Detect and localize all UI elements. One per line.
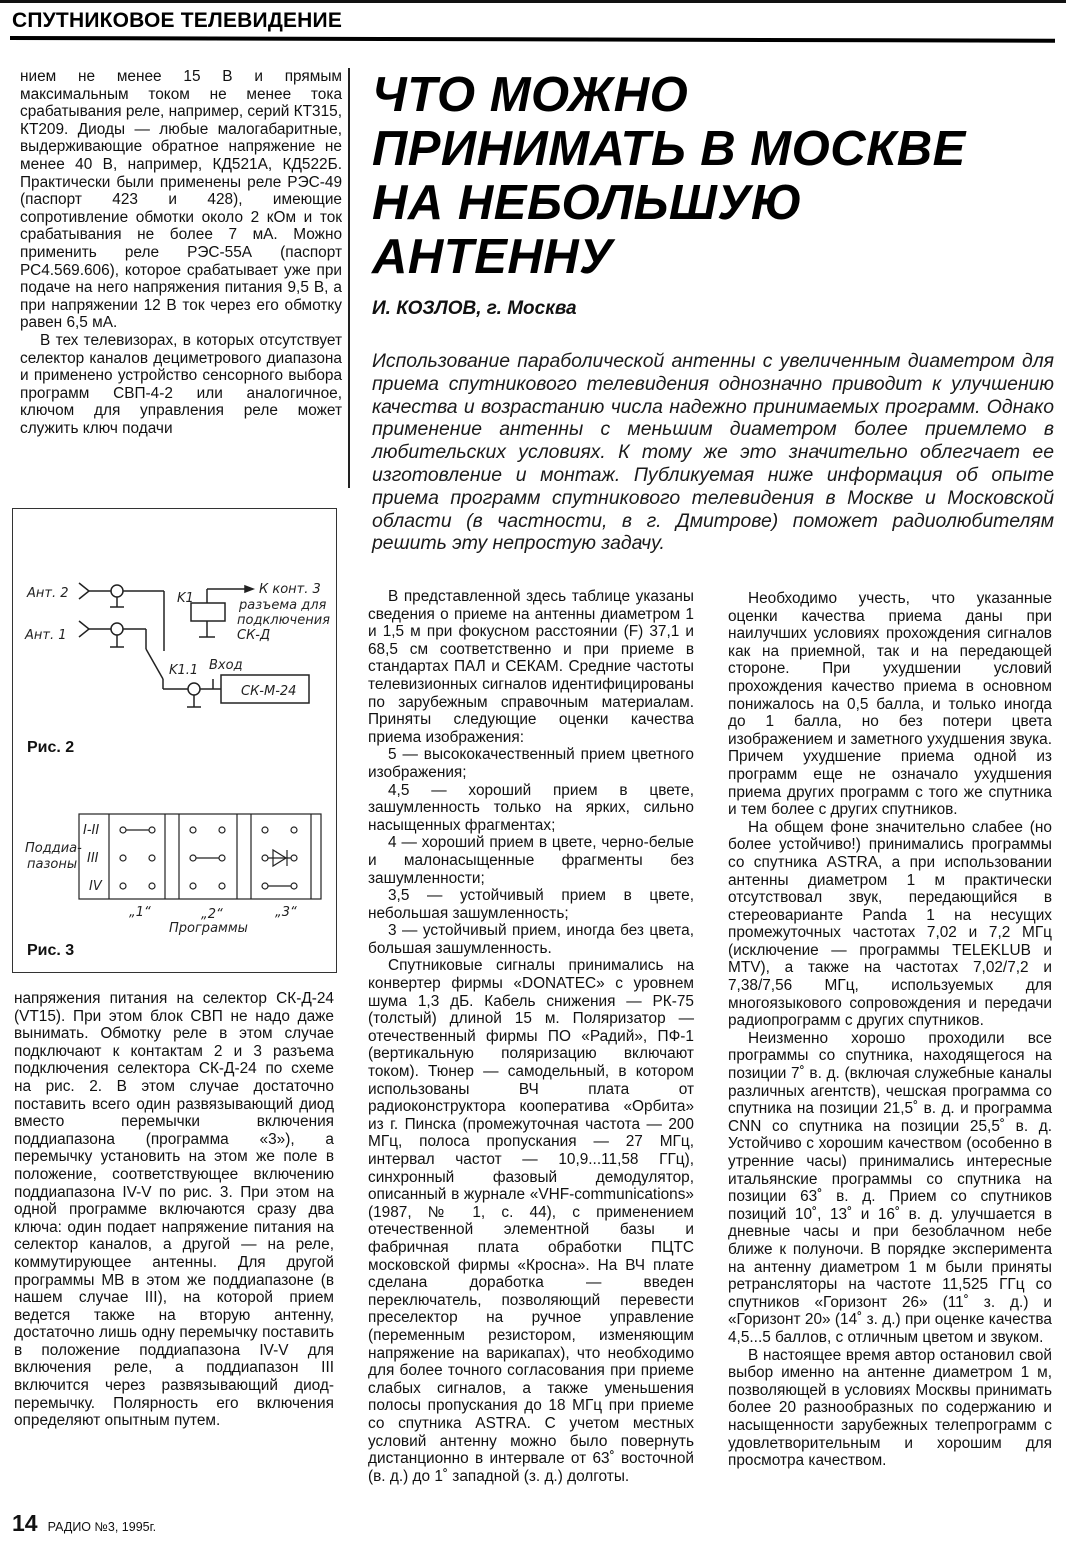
column-divider [348, 68, 350, 488]
left-column-bottom [14, 990, 334, 1430]
program-label: „2“ [201, 907, 223, 922]
ant2-label: Ант. 2 [27, 586, 69, 601]
header-rule [10, 36, 1055, 43]
block-label: СК-М-24 [241, 684, 297, 699]
input-label: Вход [209, 658, 243, 673]
paragraph: Неизменно хорошо проходили все программы со спутника, находящегося на позиции 7˚ в. д. (включая служебные каналы различных агентств), чешская программа со спутника на позиции 21,5˚ в. д. и программа CNN со спутника на позиции 25,5˚ в. д. Устойчиво с хорошим качеством (особенно в утренние часы) принимались интересные итальянские программы со спутника на позиции 63˚ в. д. Прием со спутников позиций 10˚, 13˚ и 16˚ в. д. улучшается в дневные часы и при безоблачном небе ближе к полуночи. В порядке эксперимента на антенну диаметром 1 м были приняты ретрансляторы на частоте 11,525 ГГц со спутников «Горизонт 26» (11˚ з. д.) и «Горизонт 20» (14˚ з. д.) при оценке качества 4,5...5 баллов, с отличным цветом и звуком. [728, 1029, 1052, 1346]
paragraph: В представленной здесь таблице указаны сведения о приеме на антенны диаметром 1 и 1,5 м при фокусном расстоянии (F) 37,1 и 68,5 см соответственно и при приеме в стандартах ПАЛ и СЕКАМ. Средние частоты телевизионных сигналов идентифицированы по зарубежным справочным материалам. Приняты следующие оценки качества приема изображения: [368, 588, 694, 746]
page-footer [12, 1510, 156, 1537]
paragraph: Спутниковые сигналы принимались на конвертер фирмы «DONATEC» с уровнем шума 1,3 дБ. Кабель снижения — РК-75 (толстый) длиной 15 м. Поляризатор — отечественный фирмы ПО «Радий», ПФ-1 (вертикальную поляризацию включают током). Тюнер — самодельный, в котором использованы ВЧ плата от радиоконструктора кооператива «Орбита» из г. Пинска (промежуточная частота — 200 МГц, полоса пропускания — 27 МГц, интервал частот — 10,9...11,58 ГГц), синхронный фазовый демодулятор, описанный в журнале «VHF-communications» (1987, № 1, с. 44), с применением отечественной элементной базы и фабричная плата обработки ПЦТС московской фирмы «Кросна». На ВЧ плате сделана доработка — введен переключатель, позволяющий перевести преселектор на ручное управление (переменным резистором, изменяющим напряжение на варикапах), что необходимо для более точного согласования при приеме слабых сигналов, а также уменьшения полосы пропускания до 18 МГц при приеме со спутника ASTRA. С учетом местных условий антенну можно было повернуть дистанционно в интервале от 63˚ восточной (в. д.) до 1˚ западной (з. д.) долготы. [368, 957, 694, 1485]
ant1-label: Ант. 1 [25, 628, 67, 643]
rating-item: 4,5 — хороший прием в цвете, зашумленность только на ярких, сильно насыщенных фрагментах; [368, 781, 694, 834]
note-line-2: разъема для [239, 598, 327, 613]
title-line: НА НЕБОЛЬШУЮ [372, 176, 803, 230]
program-label: „3“ [275, 905, 297, 920]
figures-box [12, 508, 337, 973]
top-rule [0, 0, 1066, 3]
row-caption-1: Поддиа- [25, 841, 82, 856]
paragraph: В тех телевизорах, в которых отсутствует селектор каналов дециметрового диапазона и применено устройство сенсорного выбора программ СВП-4-2 или аналогичное, ключом для управления реле может служить ключ подачи [20, 331, 342, 437]
rating-item: 4 — хороший прием в цвете, черно-белые и малонасыщенные фрагменты без зашумленности; [368, 834, 694, 887]
right-column [728, 590, 1052, 1470]
rating-item: 3,5 — устойчивый прием в цвете, небольшая зашумленность; [368, 887, 694, 922]
figure-3-label: Рис. 3 [27, 942, 75, 959]
row-caption-2: пазоны [27, 857, 78, 872]
note-line-4: СК-Д [237, 628, 271, 643]
figure-2-label: Рис. 2 [27, 739, 75, 756]
article-title [372, 68, 1052, 284]
paragraph: напряжения питания на селектор СК-Д-24 (VT15). При этом блок СВП не надо даже вынимать. Обмотку реле в этом случае подключают к контактам 2 и 3 разъема подключения селектора СК-Д-24 по схеме на рис. 2. В этом случае достаточно поставить всего один развязывающий диод вместо перемычки включения поддиапазона (программа «3»), а перемычку установить на этом же поле в положение, соответствующее включению поддиапазона IV-V по рис. 3. При этом на одной программе включаются сразу два ключа: один подает напряжение питания на селектор каналов, а другой — на реле, коммутирующее антенны. Для другой программы МВ в этом же поддиапазоне (в нашем случае III), на которой прием ведется также на вторую антенну, достаточно лишь одну перемычку поставить в положение поддиапазона IV-V для включения реле, а поддиапазон III включится через развязывающий диод-перемычку. Полярность его включения определяют опытным путем. [14, 990, 334, 1430]
rating-item: 3 — устойчивый прием, иногда без цвета, большая зашумленность. [368, 922, 694, 957]
section-header: СПУТНИКОВОЕ ТЕЛЕВИДЕНИЕ [12, 9, 343, 32]
programs-caption: Программы [169, 921, 248, 936]
paragraph: В настоящее время автор остановил свой выбор именно на антенне диаметром 1 м, позволяющей в условиях Москвы принимать более 20 разнообразных по содержанию и насыщенности зарубежных телепрограмм с удовлетворительным и хорошим для просмотра качеством. [728, 1346, 1052, 1470]
paragraph: Необходимо учесть, что указанные оценки качества приема даны при наилучших условиях прохождения сигналов как на приемной, так и на передающей стороне. При ухудшении условий прохождения качество приема в основном понижалось на 0,5 балла, и только иногда до 1 балла, но без потери цвета изображением и заметного ухудшения звука. Причем ухудшение приема одной из программ еще не означало ухудшения приема других программ с того же спутника и тем более с других спутников. [728, 590, 1052, 819]
title-line: АНТЕННУ [372, 230, 613, 284]
row-label: IV [89, 879, 102, 894]
note-line-3: подключения [237, 613, 330, 628]
paragraph: На общем фоне значительно слабее (но более устойчиво!) принимались программы со спутника ASTRA, а при использовании антенны диаметром 1 м практически отсутствовал звук, передающийся в стереоварианте Panda 1 на несущих промежуточных частотах 7,02 и 7,2 МГц (исключение — программы TELEKLUB и MTV), а также на частотах 7,02/7,2 и 7,38/7,56 МГц, используемых для многоязыкового сопровождения и передачи радиопрограмм с других спутников. [728, 818, 1052, 1030]
row-label: I-II [83, 823, 100, 838]
title-line: ЧТО МОЖНО [372, 68, 689, 122]
note-line-1: К конт. 3 [259, 582, 321, 597]
middle-column [368, 588, 694, 1485]
row-label: III [87, 851, 99, 866]
paragraph: нием не менее 15 В и прямым максимальным током не менее тока срабатывания реле, например, серий КТ315, КТ209. Диоды — любые малогабаритные, выдерживающие обратное напряжение не менее 40 В, например, КД521А, КД522Б. Практически были применены реле РЭС-49 (паспорт 423 и 428), имеющие сопротивление обмотки около 2 кОм и ток срабатывания не более 7 мА. Можно применить реле РЭС-55А (паспорт РС4.569.606), которое срабатывает уже при подаче на него напряжения питания 9,5 В, а при напряжении 12 В ток через его обмотку равен 6,5 мА. [20, 68, 342, 332]
byline: И. КОЗЛОВ, г. Москва [372, 298, 577, 319]
left-column-top [20, 68, 342, 437]
rating-item: 5 — высококачественный прием цветного изображения; [368, 746, 694, 781]
issue-info: РАДИО №3, 1995г. [47, 1520, 157, 1534]
program-label: „1“ [129, 905, 151, 920]
title-line: ПРИНИМАТЬ В МОСКВЕ [372, 122, 966, 176]
page-number: 14 [12, 1510, 38, 1536]
contact-label: K1.1 [169, 663, 199, 678]
relay-label: K1 [177, 591, 194, 606]
lead-paragraph: Использование параболической антенны с увеличенным диаметром для приема спутникового телевидения однозначно приводит к улучшению качества и возрастанию числа надежно принимаемых программ. Однако применение антенны с меньшим диаметром более приемлемо в любительских условиях. К тому же это значительно облегчает ее изготовление и монтаж. Публикуемая ниже информация об опыте приема программ спутникового телевидения в Москве и Московской области (в частности, в г. Дмитрове) поможет радиолюбителям решить эту непростую задачу. [372, 350, 1054, 555]
